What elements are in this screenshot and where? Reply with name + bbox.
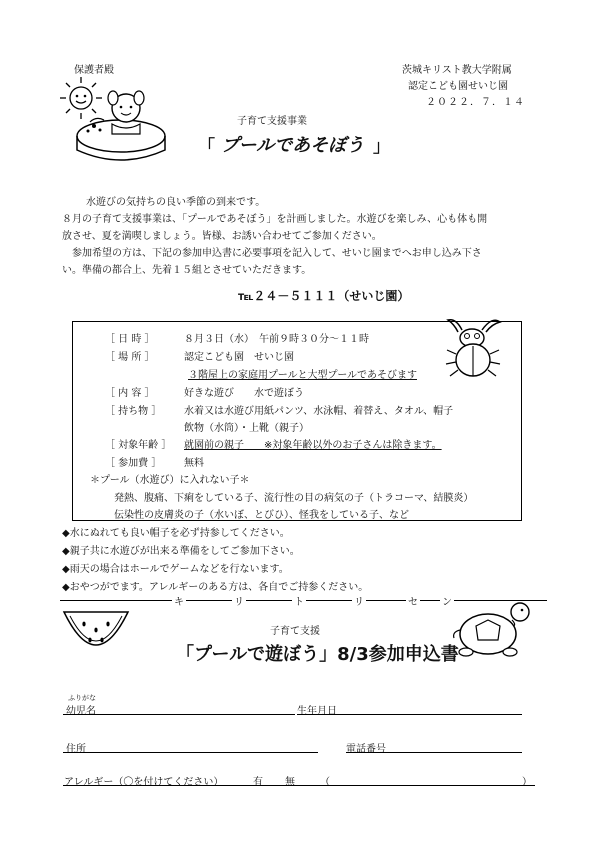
birthdate-label: 生年月日 (297, 706, 337, 717)
cut-line-char: セ (406, 593, 420, 608)
detail-label-content: ［ 内 容 ］ (105, 388, 155, 399)
phone-number-field[interactable] (346, 752, 522, 753)
detail-value-place-note: ３階屋上の家庭用プールと大型プールであそびます (188, 370, 417, 381)
detail-value-date: ８月３日（水） 午前９時３０分～１１時 (184, 334, 369, 345)
birthdate-field[interactable] (297, 714, 522, 715)
form-title: 「プールで遊ぼう」8/3参加申込書 (176, 644, 459, 665)
intro-line: 放させ、夏を満喫しましょう。皆様、お誘い合わせてご参加ください。 (62, 231, 382, 242)
detail-value-belongings: 水着又は水遊び用紙パンツ、水泳帽、着替え、タオル、帽子 (184, 406, 454, 417)
furigana-label: ふりがな (68, 694, 96, 702)
detail-label-belongings: ［ 持ち物 ］ (105, 406, 162, 417)
detail-label-age: ［ 対象年齢 ］ (105, 440, 172, 451)
address-label: 住所 (66, 744, 86, 755)
beetle-icon (442, 316, 504, 382)
detail-label-place: ［ 場 所 ］ (105, 352, 155, 363)
phone-prefix: ℡ (238, 289, 254, 303)
cut-line-char: リ (352, 593, 366, 608)
organization-line-1: 茨城キリスト教大学附属 (402, 65, 512, 76)
detail-value-place: 認定こども園 せいじ園 (184, 352, 294, 363)
intro-line: ８月の子育て支援事業は、「プールであそぼう」を計画しました。水遊びを楽しみ、心も体も開 (62, 214, 488, 225)
phone-number: ２４－５１１１（せいじ園） (253, 289, 410, 303)
phone-number-label: 電話番号 (346, 744, 386, 755)
child-in-pool-illustration (74, 86, 168, 166)
cut-line-char: リ (232, 593, 246, 608)
no-pool-line: 発熱、腹痛、下痢をしている子、流行性の目の病気の子（トラコーマ、結膜炎） (114, 493, 474, 504)
event-subtitle: 子育て支援事業 (237, 116, 307, 127)
detail-label-date: ［ 日 時 ］ (105, 334, 155, 345)
title-close-bracket: 」 (373, 137, 390, 157)
issue-date: ２０２２．７．１４ (426, 97, 525, 108)
no-pool-heading: ＊プール（水遊び）に入れない子＊ (90, 475, 250, 486)
child-name-label: 幼児名 (66, 706, 96, 717)
allergy-open-paren: （ (320, 777, 330, 788)
detail-value-age: 就園前の親子 ※対象年齢以外のお子さんは除きます。 (184, 440, 442, 451)
allergy-field[interactable] (63, 785, 535, 786)
intro-line: い。準備の都合上、先着１５組とさせていただきます。 (62, 265, 312, 276)
title-open-bracket: 「 (198, 137, 215, 157)
addressee: 保護者殿 (74, 65, 114, 76)
intro-line: 水遊びの気持ちの良い季節の到来です。 (86, 197, 266, 208)
allergy-no-option[interactable]: 無 (285, 777, 295, 788)
no-pool-line: 伝染性の皮膚炎の子（水いぼ、とびひ）、怪我をしている子、など (114, 510, 409, 521)
organization-line-2: 認定こども園せいじ園 (408, 81, 508, 92)
detail-label-fee: ［ 参加費 ］ (105, 458, 162, 469)
allergy-label: アレルギー（〇を付けてください） (64, 777, 224, 788)
child-name-field[interactable] (63, 714, 295, 715)
cut-line-char: ン (440, 593, 454, 608)
note-item: ◆おやつがでます。アレルギーのある方は、各自でご持参ください。 (62, 582, 369, 593)
note-item: ◆雨天の場合はホールでゲームなどを行ないます。 (62, 564, 289, 575)
allergy-yes-option[interactable]: 有 (253, 777, 263, 788)
note-item: ◆親子共に水遊びが出来る準備をしてご参加下さい。 (62, 546, 300, 557)
allergy-close-paren: ） (522, 777, 532, 788)
address-field[interactable] (63, 752, 318, 753)
turtle-icon (448, 596, 538, 662)
watermelon-icon (60, 608, 132, 664)
note-item: ◆水にぬれても良い帽子を必ず持参してください。 (62, 528, 290, 539)
event-title: プールであそぼう (221, 135, 365, 156)
detail-value-fee: 無料 (184, 458, 204, 469)
cut-line-char: ト (292, 593, 306, 608)
phone-line (238, 287, 409, 304)
intro-line: 参加希望の方は、下記の参加申込書に必要事項を記入して、せいじ園までへお申し込み下さ (72, 248, 482, 259)
form-subtitle: 子育て支援 (270, 626, 320, 637)
cut-line-char: キ (172, 593, 186, 608)
detail-value-belongings-2: 飲物（水筒）・上靴（親子） (184, 423, 309, 434)
detail-value-content: 好きな遊び 水で遊ぼう (184, 388, 304, 399)
